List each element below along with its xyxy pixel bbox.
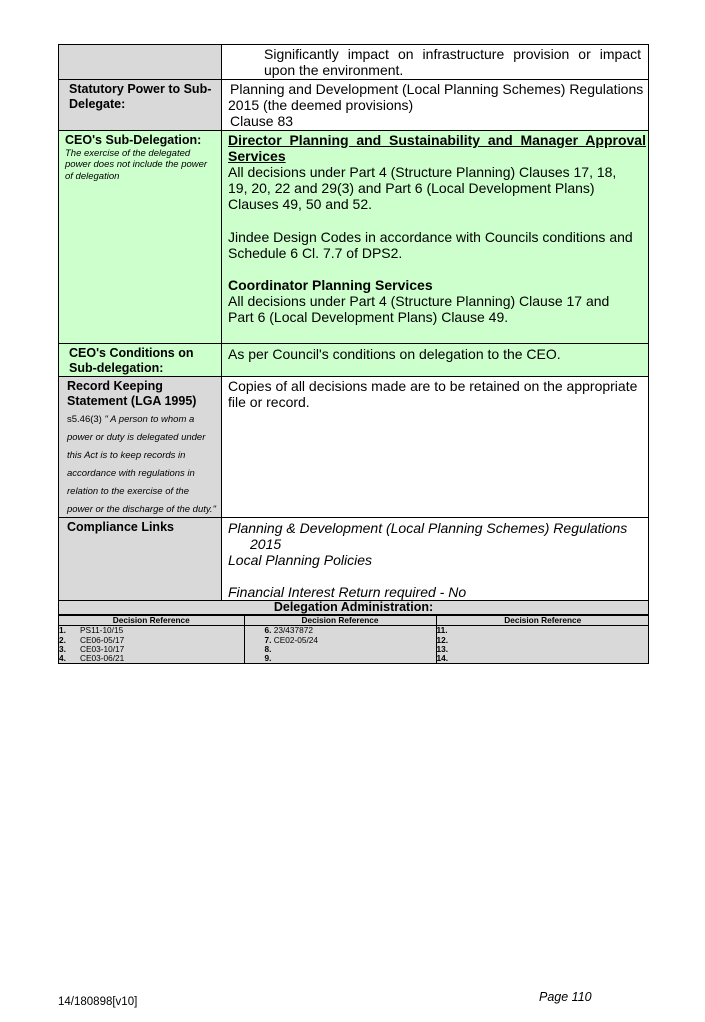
- decision-item: 1. PS11-10/15: [59, 625, 124, 636]
- admin-grid-row: [59, 615, 649, 664]
- decision-header-row: [59, 616, 649, 626]
- spacer: [228, 261, 646, 277]
- statutory-line-3: Clause 83: [230, 113, 294, 130]
- coordinator-heading: Coordinator Planning Services: [228, 277, 433, 294]
- impact-label-cell: [59, 45, 222, 80]
- compliance-row: [59, 517, 649, 601]
- statutory-line-2: 2015 (the deemed provisions): [228, 97, 414, 114]
- jindee-text: Jindee Design Codes in accordance with Councils conditions and Schedule 6 Cl. 7.7 of DPS2.: [228, 228, 633, 261]
- admin-title-row: [59, 601, 649, 615]
- delegation-table: [58, 44, 649, 664]
- compliance-line-3: Local Planning Policies: [228, 552, 372, 569]
- ceo-sub-value-cell: [222, 130, 649, 343]
- decision-ref-header-2: Decision Reference: [244, 616, 436, 626]
- decision-item: 3. CE03-10/17: [59, 643, 125, 654]
- statutory-value-cell: [222, 80, 649, 131]
- ceo-sub-delegation-row: [59, 130, 649, 343]
- conditions-label-cell: [59, 343, 222, 376]
- compliance-label: Compliance Links: [67, 519, 174, 534]
- record-keeping-row: [59, 376, 649, 517]
- compliance-line-2: 2015: [250, 535, 282, 552]
- statutory-row: [59, 80, 649, 131]
- impact-line-2: upon the environment.: [264, 62, 404, 79]
- record-note: " A person to whom a power or duty is delegated under this Act is to keep records in accordance with regulations in relation to the exercise of the power or the discharge of the duty.": [67, 413, 216, 515]
- ceo-sub-label-cell: [59, 130, 222, 343]
- director-heading-line-1: Director Planning and Sustainability and Manager Approval: [228, 131, 646, 148]
- spacer: [228, 213, 646, 229]
- conditions-label: CEO's Conditions on Sub-delegation:: [69, 345, 194, 375]
- decision-item: 4. CE03-06/21: [59, 653, 125, 664]
- decision-column-3: [436, 626, 649, 663]
- decision-item: 11.: [436, 625, 448, 636]
- record-text: Copies of all decisions made are to be retained on the appropriate file or record.: [228, 377, 638, 410]
- decision-item: 14.: [436, 653, 449, 664]
- decision-item: 12.: [436, 634, 449, 645]
- decision-item: 2. CE06-05/17: [59, 634, 125, 645]
- statutory-line-1: Planning and Development (Local Planning Schemes) Regulations: [230, 81, 644, 97]
- conditions-row: [59, 343, 649, 376]
- decision-item: 13.: [436, 643, 449, 654]
- record-label-cell: [59, 376, 222, 517]
- impact-line-1: Significantly impact on infrastructure provision or impact: [264, 46, 641, 62]
- compliance-value-cell: [222, 517, 649, 601]
- compliance-label-cell: [59, 517, 222, 601]
- ceo-sub-label: CEO's Sub-Delegation:: [65, 132, 202, 147]
- document-reference: 14/180898[v10]: [58, 996, 138, 1008]
- director-heading-line-2: Services: [228, 147, 286, 164]
- decision-reference-table: [59, 615, 649, 663]
- statutory-label: Statutory Power to Sub- Delegate:: [69, 82, 212, 111]
- decision-body-row: [59, 626, 649, 663]
- admin-title: Delegation Administration:: [59, 601, 649, 615]
- record-label: Record Keeping Statement (LGA 1995): [67, 378, 197, 408]
- decision-column-2: [244, 626, 436, 663]
- spacer: [228, 568, 646, 584]
- compliance-line-1: Planning & Development (Local Planning Schemes) Regulations: [228, 519, 628, 536]
- impact-row: [59, 45, 649, 80]
- coordinator-text: All decisions under Part 4 (Structure Planning) Clause 17 and Part 6 (Local Development Plans) Clause 49.: [228, 293, 610, 326]
- record-value-cell: [222, 376, 649, 517]
- decision-item: 8.: [264, 643, 272, 654]
- page-number: Page 110: [539, 990, 592, 1004]
- decision-ref-header-1: Decision Reference: [59, 616, 244, 626]
- record-ref: s5.46(3): [67, 413, 105, 425]
- ceo-sub-note: The exercise of the delegated power does not include the power of delegation: [65, 147, 208, 183]
- director-text: All decisions under Part 4 (Structure Planning) Clauses 17, 18, 19, 20, 22 and 29(3) and Part 6 (Local Development Plans) Clauses 49, 50 and 52.: [228, 164, 617, 213]
- decision-column-1: [59, 626, 244, 663]
- decision-item: 6. 23/437872: [264, 625, 313, 636]
- decision-item: 7. CE02-05/24: [264, 634, 319, 645]
- statutory-label-cell: [59, 80, 222, 131]
- admin-grid-cell: [59, 615, 649, 664]
- decision-ref-header-3: Decision Reference: [436, 616, 649, 626]
- conditions-text: As per Council's conditions on delegation to the CEO.: [228, 345, 561, 362]
- decision-item: 9.: [264, 653, 272, 664]
- impact-value-cell: [222, 45, 649, 80]
- conditions-value-cell: [222, 343, 649, 376]
- compliance-line-4: Financial Interest Return required - No: [228, 584, 467, 601]
